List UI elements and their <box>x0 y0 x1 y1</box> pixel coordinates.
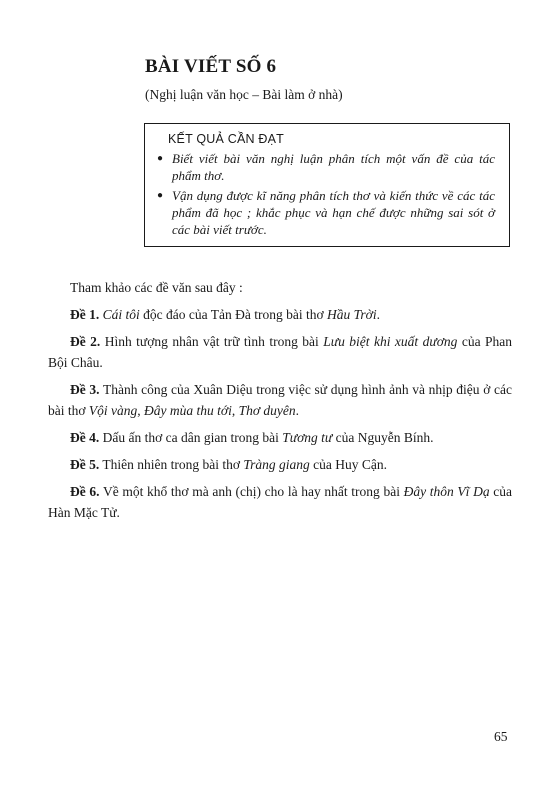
topic-text: độc đáo của Tản Đà trong bài thơ <box>139 307 327 322</box>
topic-text: , <box>231 403 239 418</box>
topics-intro: Tham khảo các đề văn sau đây : <box>70 280 243 295</box>
topics-section <box>48 277 512 529</box>
learning-goal-item <box>155 150 495 184</box>
lesson-title: BÀI VIẾT SỐ 6 <box>145 56 277 77</box>
work-title: Đây thôn Vĩ Dạ <box>403 484 490 499</box>
learning-goal-text: Vận dụng được kĩ năng phân tích thơ và kiến thức về các tác phẩm đã học ; khắc phục và hạn chế được những sai sót ở các bài viết trước. <box>172 188 495 237</box>
work-title: Đây mùa thu tới <box>144 403 232 418</box>
topic-label: Đề 2. <box>70 334 101 349</box>
topics-list <box>48 304 512 523</box>
work-title: Tương tư <box>282 430 333 445</box>
work-title: Vội vàng <box>88 403 138 418</box>
topic-text: . <box>295 403 300 418</box>
topic-text: Hình tượng nhân vật trữ tình trong bài <box>100 334 324 349</box>
topic-text: Về một khổ thơ mà anh (chị) cho là hay nhất trong bài <box>99 484 404 499</box>
work-title: Tràng giang <box>243 457 310 472</box>
topic-text: của Nguyễn Bính. <box>332 430 434 445</box>
topic-2 <box>48 331 512 373</box>
learning-goals-heading: KẾT QUẢ CẦN ĐẠT <box>168 132 284 146</box>
learning-goal-item <box>155 187 495 238</box>
topic-1 <box>48 304 512 325</box>
bullet-icon: ● <box>157 153 164 164</box>
topic-4 <box>48 427 512 448</box>
topic-6 <box>48 481 512 523</box>
topic-text: . <box>376 307 380 322</box>
page-number: 65 <box>494 729 508 744</box>
topic-text: của Phan Bội Châu. <box>48 334 513 370</box>
bullet-icon: ● <box>157 190 164 201</box>
topic-text: Thiên nhiên trong bài thơ <box>99 457 244 472</box>
topic-text: Dấu ấn thơ ca dân gian trong bài <box>99 430 283 445</box>
topic-label: Đề 3. <box>70 382 100 397</box>
topic-label: Đề 5. <box>70 457 100 472</box>
topic-label: Đề 6. <box>70 484 100 499</box>
learning-goals-box <box>144 123 510 247</box>
work-title: Thơ duyên <box>238 403 296 418</box>
work-title: Lưu biệt khi xuất dương <box>323 334 458 349</box>
topic-text: của Huy Cận. <box>309 457 388 472</box>
work-title: Cái tôi <box>102 307 140 322</box>
learning-goal-text: Biết viết bài văn nghị luận phân tích một vấn đề của tác phẩm thơ. <box>172 151 495 183</box>
topic-label: Đề 4. <box>70 430 100 445</box>
lesson-subtitle: (Nghị luận văn học – Bài làm ở nhà) <box>145 87 343 102</box>
topic-text: Thành công của Xuân Diệu trong việc sử dụng hình ảnh và nhịp điệu ở các bài thơ <box>48 382 512 418</box>
learning-goals-list <box>155 150 495 238</box>
topic-label: Đề 1. <box>70 307 100 322</box>
topic-3 <box>48 379 512 421</box>
topic-text: , <box>137 403 145 418</box>
topic-5 <box>48 454 512 475</box>
work-title: Hầu Trời <box>326 307 377 322</box>
topic-text: của Hàn Mặc Tử. <box>48 484 512 520</box>
